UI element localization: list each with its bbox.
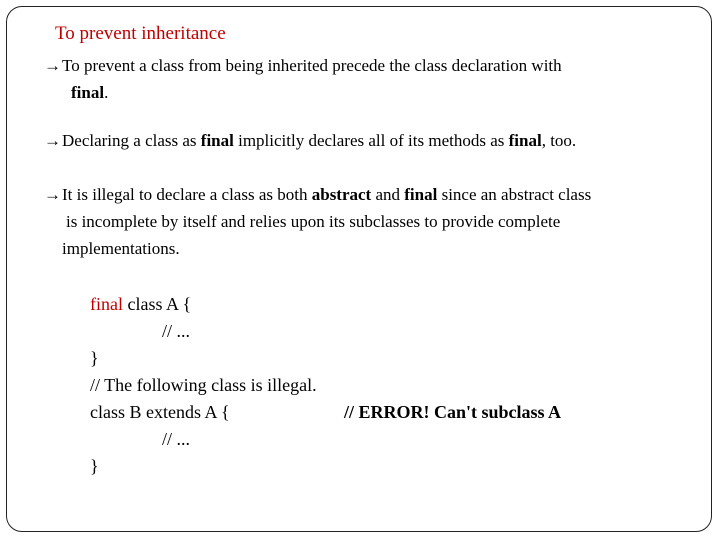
bullet-3-line-2: is incomplete by itself and relies upon its subclasses to provide complete (66, 212, 561, 231)
bullet-3-bold-2: final (404, 185, 438, 204)
bullet-1-bold: final (71, 83, 105, 102)
slide-title: To prevent inheritance (55, 23, 226, 44)
code-keyword-final: final (90, 294, 123, 314)
code-line-5-text: class B extends A { (90, 402, 230, 422)
bullet-3-post: since an abstract class (437, 185, 592, 204)
bullet-1-text: To prevent a class from being inherited precede the class declaration with (62, 56, 562, 75)
bullet-3-line-3: implementations. (62, 239, 180, 258)
bullet-2-mid: implicitly declares all of its methods as (233, 131, 509, 150)
bullet-3 (44, 181, 591, 262)
bullet-2-post: , too. (541, 131, 577, 150)
arrow-right-icon: → (44, 131, 61, 150)
bullet-3-pre: It is illegal to declare a class as both (62, 185, 312, 204)
code-line-6: // ... (162, 429, 191, 449)
code-line-3: } (90, 348, 99, 368)
code-line-7: } (90, 456, 99, 476)
bullet-2-line-1 (44, 127, 576, 154)
code-block (90, 291, 562, 480)
code-line-5 (90, 399, 562, 426)
bullet-2 (44, 127, 576, 154)
bullet-2-bold-2: final (508, 131, 542, 150)
bullet-3-mid: and (371, 185, 405, 204)
bullet-3-bold-1: abstract (311, 185, 372, 204)
bullet-1-line-1 (44, 52, 562, 79)
code-line-1-rest: class A { (123, 294, 192, 314)
arrow-right-icon: → (44, 56, 61, 75)
code-error-comment: // ERROR! Can't subclass A (344, 402, 562, 422)
bullet-3-line-1 (44, 181, 591, 208)
arrow-right-icon: → (44, 185, 61, 204)
bullet-1-tail: . (104, 83, 109, 102)
bullet-2-pre: Declaring a class as (62, 131, 201, 150)
code-line-2: // ... (162, 321, 191, 341)
bullet-1 (44, 52, 562, 106)
code-line-4: // The following class is illegal. (90, 375, 317, 395)
code-line-1 (90, 291, 317, 318)
bullet-2-bold-1: final (200, 131, 234, 150)
bullet-1-line-2 (44, 79, 562, 106)
